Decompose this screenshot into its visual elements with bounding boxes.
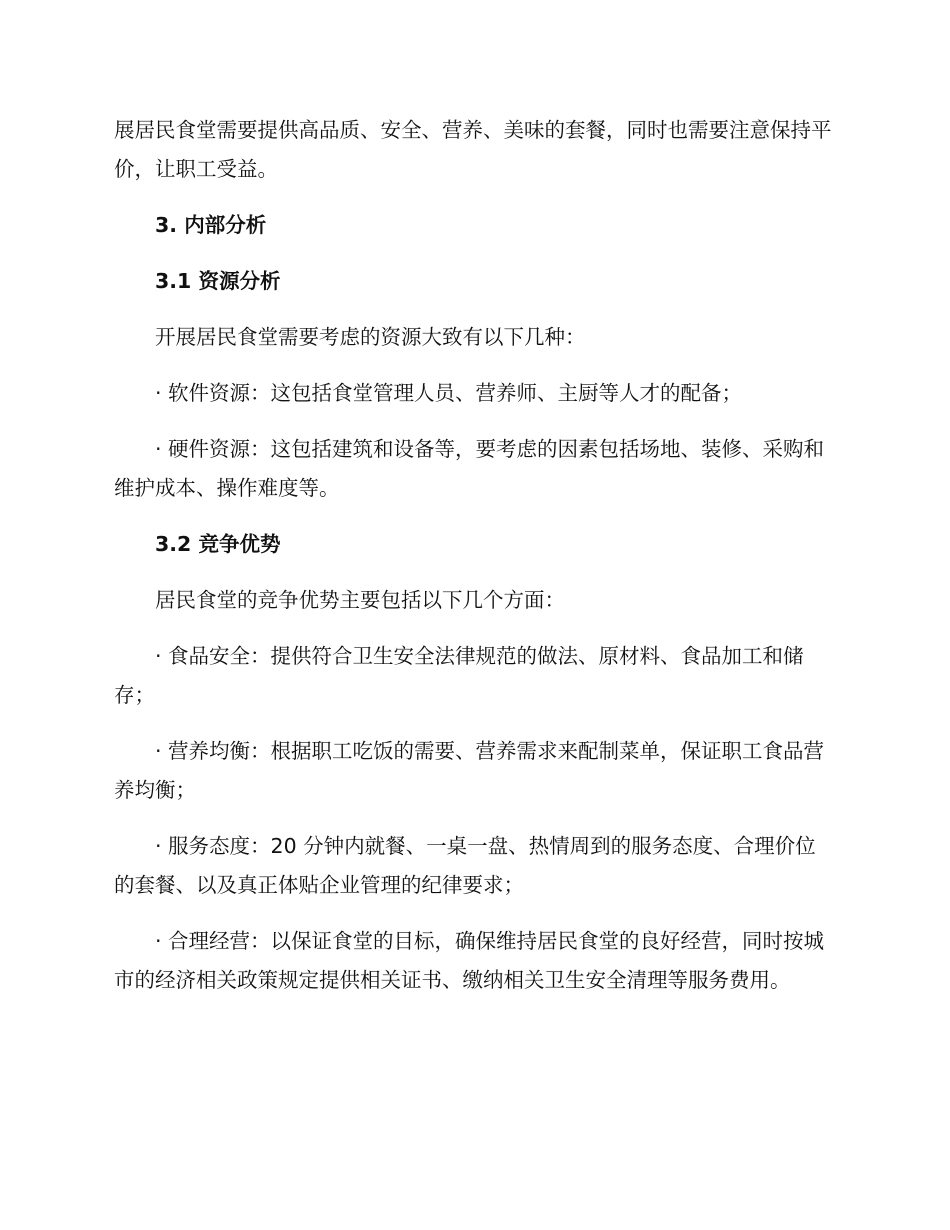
document-body <box>114 111 836 1017</box>
list-item-nutrition-balance: · 营养均衡：根据职工吃饭的需要、营养需求来配制菜单，保证职工食品营养均衡； <box>114 739 825 802</box>
heading-competitive-advantage: 3.2 竞争优势 <box>155 532 281 556</box>
heading-internal-analysis: 3. 内部分析 <box>155 213 267 237</box>
list-item-service-attitude: · 服务态度：20 分钟内就餐、一桌一盘、热情周到的服务态度、合理价位的套餐、以及真正体贴企业管理的纪律要求； <box>114 834 816 897</box>
list-item-software-resources: · 软件资源：这包括食堂管理人员、营养师、主厨等人才的配备； <box>155 381 743 405</box>
paragraph-advantage-intro: 居民食堂的竞争优势主要包括以下几个方面： <box>155 588 565 612</box>
heading-resource-analysis: 3.1 资源分析 <box>155 269 281 293</box>
list-item-food-safety: · 食品安全：提供符合卫生安全法律规范的做法、原材料、食品加工和储存； <box>114 644 804 707</box>
list-item-reasonable-operation: · 合理经营：以保证食堂的目标，确保维持居民食堂的良好经营，同时按城市的经济相关政策规定提供相关证书、缴纳相关卫生安全清理等服务费用。 <box>114 929 825 992</box>
paragraph-resources-intro: 开展居民食堂需要考虑的资源大致有以下几种： <box>155 325 586 349</box>
list-item-hardware-resources: · 硬件资源：这包括建筑和设备等，要考虑的因素包括场地、装修、采购和维护成本、操作难度等。 <box>114 437 825 500</box>
paragraph-continuation: 展居民食堂需要提供高品质、安全、营养、美味的套餐，同时也需要注意保持平价，让职工受益。 <box>114 118 832 181</box>
